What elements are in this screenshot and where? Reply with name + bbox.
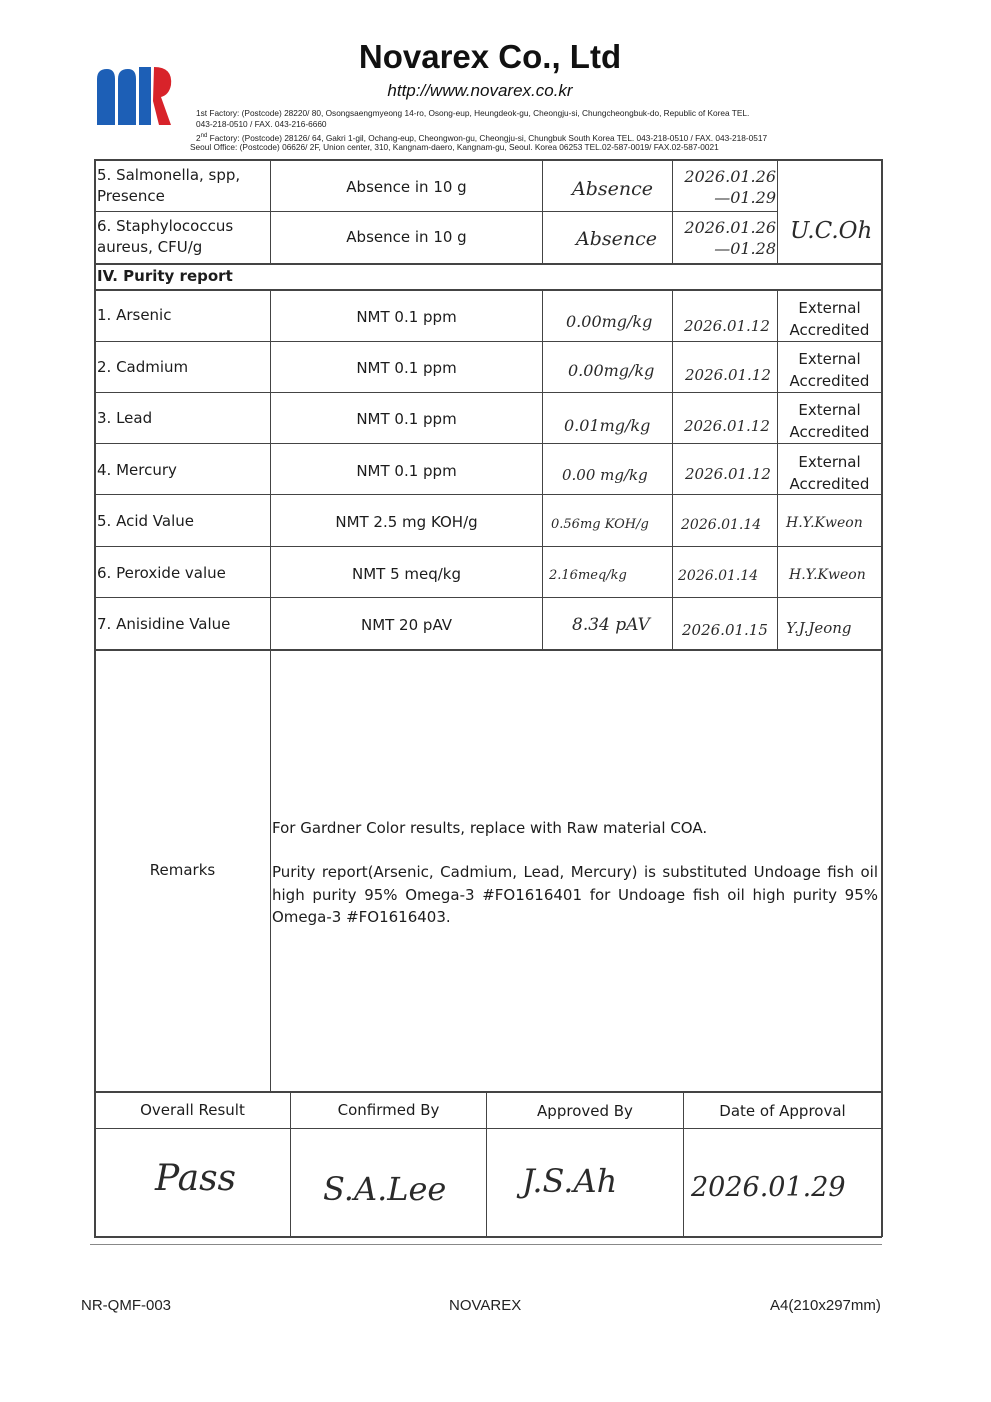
test-date-handwritten: 2026.01.26 —01.29 xyxy=(684,167,776,207)
factory1-address-line1: 1st Factory: (Postcode) 28220/ 80, Osongsaengmyeong 14-ro, Osong-eup, Heungdeok-gu, Cheongju-si, Chungcheongbuk-do, Republic of Korea TEL. xyxy=(196,108,750,118)
tester: External Accredited xyxy=(789,453,870,493)
overall-result-handwritten: Pass xyxy=(155,1158,237,1199)
spec: NMT 0.1 ppm xyxy=(356,359,457,377)
tester: External Accredited xyxy=(789,350,870,390)
approval-header-overall-result: Overall Result xyxy=(140,1101,245,1119)
test-date-handwritten: 2026.01.12 xyxy=(685,366,771,384)
approval-header-approved-by: Approved By xyxy=(537,1102,633,1120)
result-handwritten: 2.16meq/kg xyxy=(549,568,627,583)
tester: External Accredited xyxy=(789,299,870,339)
company-name: Novarex Co., Ltd xyxy=(358,38,622,75)
result-handwritten: 0.00 mg/kg xyxy=(562,466,648,484)
confirmed-by-signature: S.A.Lee xyxy=(323,1170,447,1208)
test-date-handwritten: 2026.01.14 xyxy=(681,517,762,533)
item-name: 2. Cadmium xyxy=(97,358,189,376)
test-date-handwritten: 2026.01.14 xyxy=(678,568,759,584)
novarex-logo xyxy=(95,65,173,127)
spec: NMT 20 pAV xyxy=(360,616,453,634)
test-date-handwritten: 2026.01.12 xyxy=(684,417,770,435)
remarks-line1: For Gardner Color results, replace with Raw material COA. xyxy=(272,819,708,837)
spec: Absence in 10 g xyxy=(346,178,467,196)
tester-handwritten: Y.J.Jeong xyxy=(786,619,852,637)
spec: NMT 2.5 mg KOH/g xyxy=(335,513,478,531)
seoul-office-address: Seoul Office: (Postcode) 06626/ 2F, Union center, 310, Kangnam-daero, Kangnam-gu, Seoul. Korea 06253 TEL.02-587-0019/ FAX.02-587-0021 xyxy=(190,142,719,152)
result-handwritten: 8.34 pAV xyxy=(572,615,650,635)
result-handwritten: 0.00mg/kg xyxy=(566,312,653,331)
tester-handwritten: H.Y.Kweon xyxy=(789,567,866,583)
result-handwritten: 0.56mg KOH/g xyxy=(551,517,649,532)
spec: NMT 5 meq/kg xyxy=(351,565,462,583)
approval-date-handwritten: 2026.01.29 xyxy=(691,1172,846,1203)
item-name: 6. Peroxide value xyxy=(97,564,226,582)
spec: Absence in 10 g xyxy=(346,228,467,246)
item-name: 5. Salmonella, spp, Presence xyxy=(97,166,241,205)
item-name: 7. Anisidine Value xyxy=(97,615,231,633)
test-date-handwritten: 2026.01.12 xyxy=(684,317,770,335)
paper-size: A4(210x297mm) xyxy=(770,1297,881,1314)
company-url[interactable]: http://www.novarex.co.kr xyxy=(387,81,573,100)
test-date-handwritten: 2026.01.26 —01.28 xyxy=(684,218,776,258)
factory2-address: 2nd Factory: (Postcode) 28126/ 64, Gakri 1-gil, Ochang-eup, Cheongwon-gu, Cheongju-si, Chungbuk South Korea TEL. 043-218-0510 / FAX. 043-218-0517 xyxy=(196,132,768,143)
spec: NMT 0.1 ppm xyxy=(356,308,457,326)
test-date-handwritten: 2026.01.15 xyxy=(682,621,768,639)
result-handwritten: Absence xyxy=(576,228,658,250)
result-handwritten: Absence xyxy=(572,178,654,200)
tester: External Accredited xyxy=(789,401,870,441)
factory1-address-line2: 043-218-0510 / FAX. 043-216-6660 xyxy=(196,119,327,129)
approval-header-confirmed-by: Confirmed By xyxy=(337,1101,440,1119)
test-date-handwritten: 2026.01.12 xyxy=(685,465,771,483)
remarks-line2: Purity report(Arsenic, Cadmium, Lead, Mercury) is substituted Undoage fish oil high purity 95% Omega-3 #FO1616401 for Undoage fish oil high purity 95% Omega-3 #FO1616403. xyxy=(272,863,878,926)
spec: NMT 0.1 ppm xyxy=(356,462,457,480)
result-handwritten: 0.01mg/kg xyxy=(564,416,651,435)
item-name: 5. Acid Value xyxy=(97,512,194,530)
remarks-label: Remarks xyxy=(149,861,216,879)
purity-report-heading: IV. Purity report xyxy=(97,267,233,285)
item-name: 3. Lead xyxy=(97,409,153,427)
approval-header-date-of-approval: Date of Approval xyxy=(719,1102,846,1120)
approved-by-signature: J.S.Ah xyxy=(522,1162,618,1200)
item-name: 1. Arsenic xyxy=(97,306,172,324)
item-name: 6. Staphylococcus aureus, CFU/g xyxy=(97,217,234,256)
micro-tester-handwritten: U.C.Oh xyxy=(790,218,873,244)
form-number: NR-QMF-003 xyxy=(81,1297,172,1314)
tester-handwritten: H.Y.Kweon xyxy=(786,515,863,531)
result-handwritten: 0.00mg/kg xyxy=(568,361,655,380)
item-name: 4. Mercury xyxy=(97,461,177,479)
footer-brand: NOVAREX xyxy=(449,1297,522,1314)
spec: NMT 0.1 ppm xyxy=(356,410,457,428)
